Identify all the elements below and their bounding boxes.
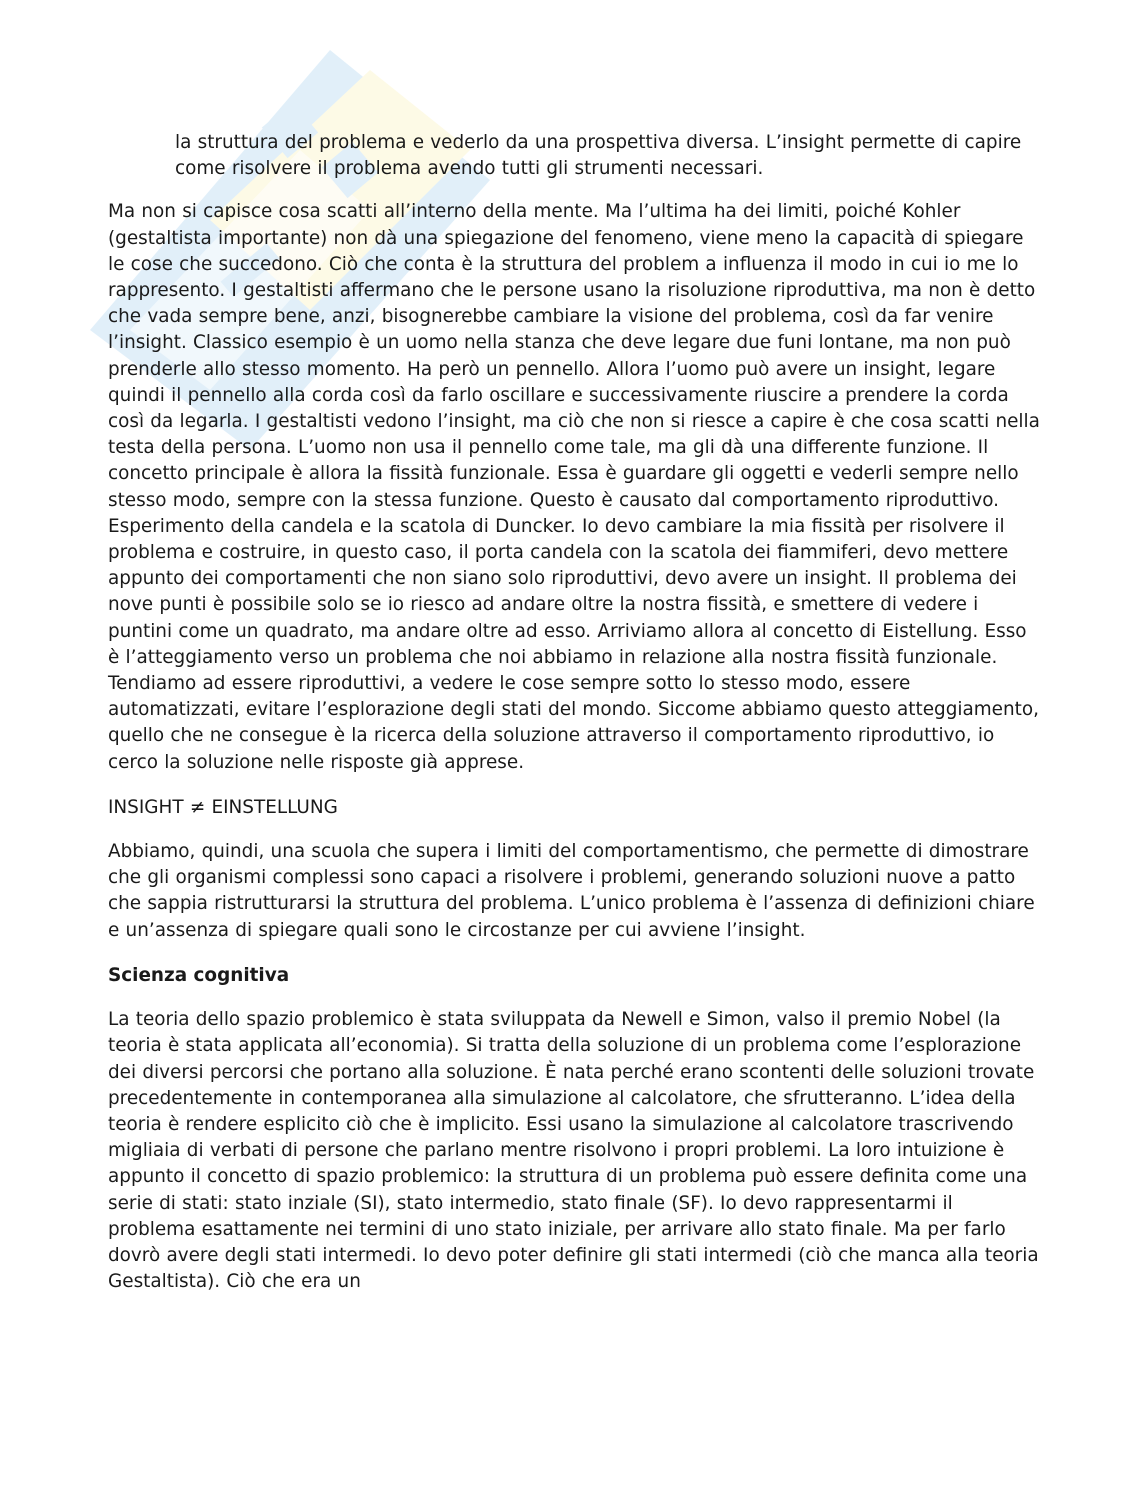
document-body [108,130,1043,1314]
paragraph-problem-space: La teoria dello spazio problemico è stata sviluppata da Newell e Simon, valso il premio Nobel (la teoria è stata applicata all’economia). Si tratta della soluzione di un problema come l’esplorazione dei diversi percorsi che portano alla soluzione. È nata perché erano scontenti delle soluzioni trovate precedentemente in contemporanea alla simulazione al calcolatore, che sfrutteranno. L’idea della teoria è rendere esplicito ciò che è implicito. Essi usano la simulazione al calcolatore trascrivendo migliaia di verbati di persone che parlano mentre risolvono i propri problemi. La loro intuizione è appunto il concetto di spazio problemico: la struttura di un problema può essere definita come una serie di stati: stato inziale (SI), stato intermedio, stato finale (SF). Io devo rappresentarmi il problema esattamente nei termini di uno stato iniziale, per arrivare allo stato finale. Ma per farlo dovrò avere degli stati intermedi. Io devo poter definire gli stati intermedi (ciò che manca alla teoria Gestaltista). Ciò che era un [108,1009,1039,1293]
heading-cognitive-science: Scienza cognitiva [108,964,290,986]
paragraph-insight-continuation: la struttura del problema e vederlo da una prospettiva diversa. L’insight permette di capire come risolvere il problema avendo tutti gli strumenti necessari. [175,132,1022,180]
paragraph-insight-vs-einstellung: INSIGHT ≠ EINSTELLUNG [108,796,338,818]
paragraph-gestalt-limits: Ma non si capisce cosa scatti all’interno della mente. Ma l’ultima ha dei limiti, poiché Kohler (gestaltista importante) non dà una spiegazione del fenomeno, viene meno la capacità di spiegare le cose che succedono. Ciò che conta è la struttura del problem a influenza il modo in cui io me lo rappresento. I gestaltisti affermano che le persone usano la risoluzione riproduttiva, ma non è detto che vada sempre bene, anzi, bisognerebbe cambiare la visione del problema, così da far venire l’insight. Classico esempio è un uomo nella stanza che deve legare due funi lontane, ma non può prenderle allo stesso momento. Ha però un pennello. Allora l’uomo può avere un insight, legare quindi il pennello alla corda così da farlo oscillare e successivamente riuscire a prendere la corda così da legarla. I gestaltisti vedono l’insight, ma ciò che non si riesce a capire è che cosa scatti nella testa della persona. L’uomo non usa il pennello come tale, ma gli dà una differente funzione. Il concetto principale è allora la fissità funzionale. Essa è guardare gli oggetti e vederli sempre nello stesso modo, sempre con la stessa funzione. Questo è causato dal comportamento riproduttivo. Esperimento della candela e la scatola di Duncker. Io devo cambiare la mia fissità per risolvere il problema e costruire, in questo caso, il porta candela con la scatola dei fiammiferi, devo mettere appunto dei comportamenti che non siano solo riproduttivi, devo avere un insight. Il problema dei nove punti è possibile solo se io riesco ad andare oltre la nostra fissità, e smettere di vedere i puntini come un quadrato, ma andare oltre ad esso. Arriviamo allora al concetto di Eistellung. Esso è l’atteggiamento verso un problema che noi abbiamo in relazione alla nostra fissità funzionale. Tendiamo ad essere riproduttivi, a vedere le cose sempre sotto lo stesso modo, essere automatizzati, evitare l’esplorazione degli stati del mondo. Siccome abbiamo questo atteggiamento, quello che ne consegue è la ricerca della soluzione attraverso il comportamento riproduttivo, io cerco la soluzione nelle risposte già apprese. [108,201,1040,773]
paragraph-gestalt-summary: Abbiamo, quindi, una scuola che supera i limiti del comportamentismo, che permette di dimostrare che gli organismi complessi sono capaci a risolvere i problemi, generando soluzioni nuove a patto che sappia ristrutturarsi la struttura del problema. L’unico problema è l’assenza di definizioni chiare e un’assenza di spiegare quali sono le circostanze per cui avviene l’insight. [108,841,1035,941]
